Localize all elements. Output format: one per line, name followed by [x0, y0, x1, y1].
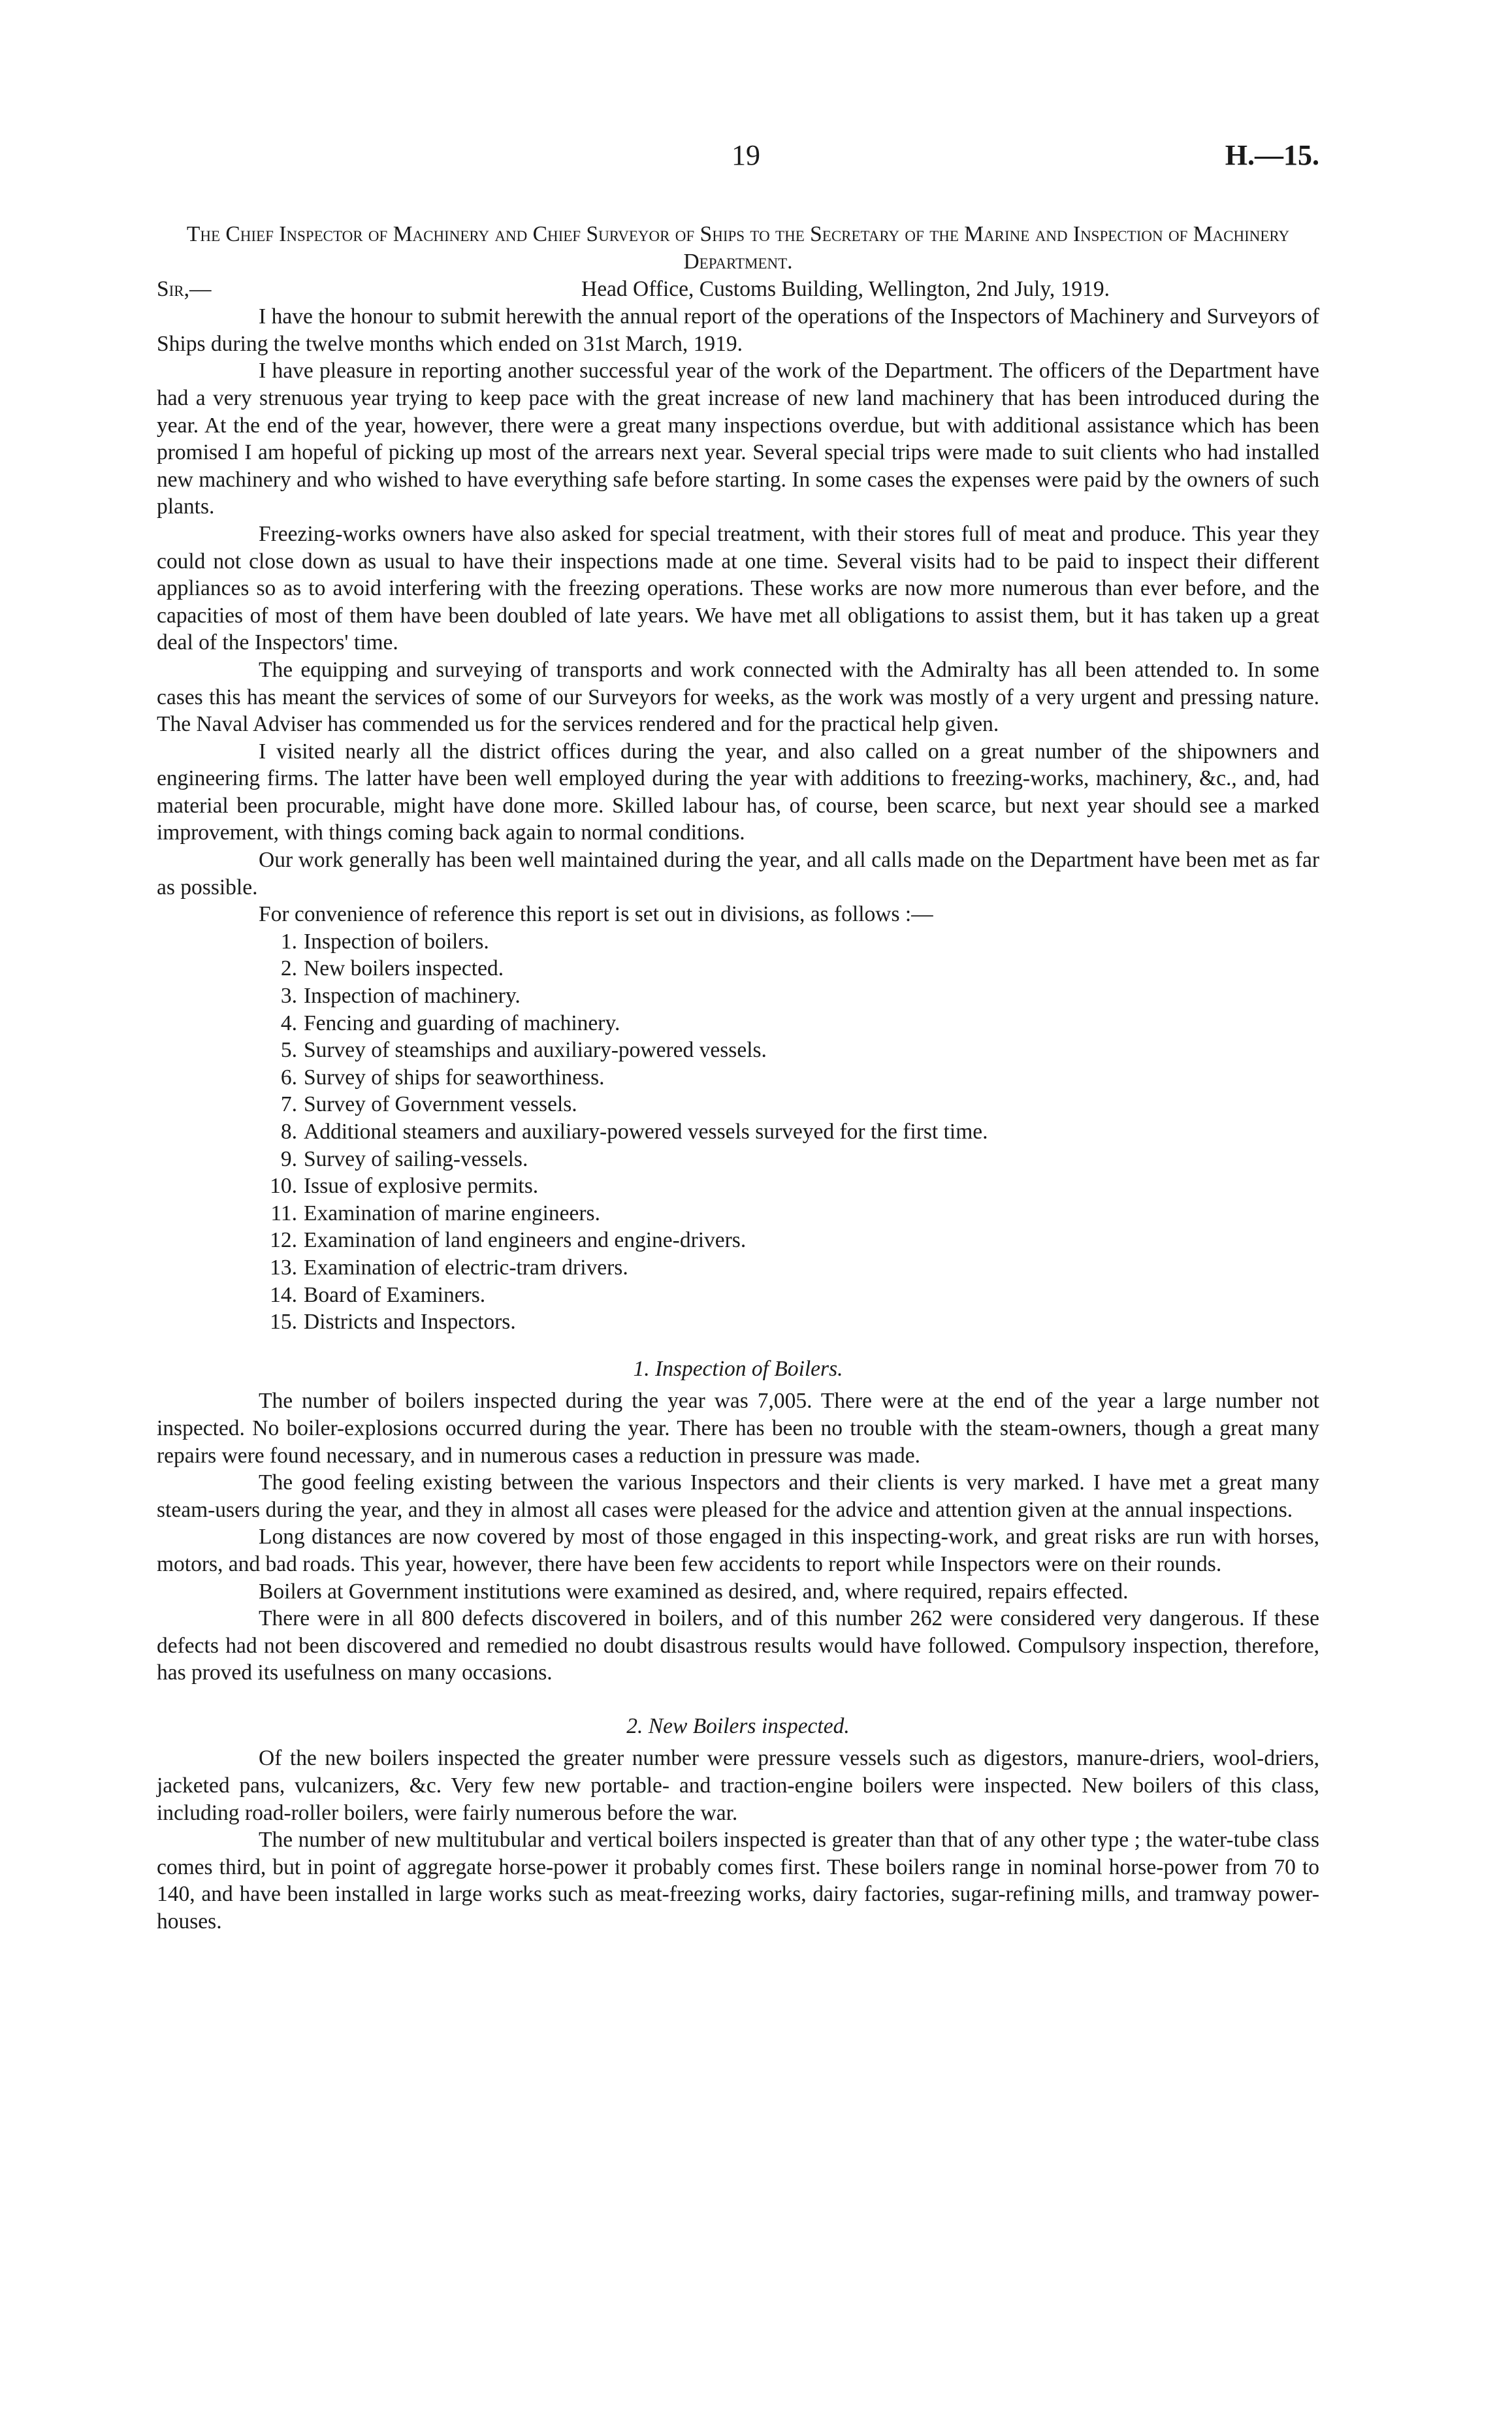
division-number: 9. [280, 1146, 297, 1171]
list-item [157, 1037, 1319, 1064]
section2-paragraph: The number of new multitubular and vertical boilers inspected is greater than that of any other type ; the water-tube class comes third, but in point of aggregate horse-power it probably comes first. These boilers range in nominal horse-power from 70 to 140, and have been installed in large works such as meat-freezing works, dairy factories, sugar-refining mills, and tramway power-houses. [157, 1828, 1319, 1934]
division-number: 12. [270, 1228, 297, 1253]
list-item [157, 1091, 1319, 1118]
intro-paragraph: I visited nearly all the district offices during the year, and also called on a great number of the shipowners and engineering firms. The latter have been well employed during the year with additions to freezing-works, machinery, &c., and, had material been procurable, might have done more. Skilled labour has, of course, been scarce, but next year should see a marked improvement, with things coming back again to normal conditions. [157, 739, 1319, 845]
section-heading-inspection-of-boilers: 1. Inspection of Boilers. [633, 1356, 843, 1381]
salutation-line [157, 276, 1319, 303]
division-text: Examination of land engineers and engine-drivers. [304, 1228, 747, 1253]
division-text: Fencing and guarding of machinery. [304, 1011, 620, 1035]
division-number: 11. [270, 1201, 297, 1225]
report-title: The Chief Inspector of Machinery and Chief Surveyor of Ships to the Secretary of the Marine and Inspection of Machinery Department. [186, 222, 1290, 274]
division-text: Examination of marine engineers. [304, 1201, 600, 1225]
list-item [157, 1308, 1319, 1336]
section1-paragraph: Long distances are now covered by most of those engaged in this inspecting-work, and great risks are run with horses, motors, and bad roads. This year, however, there have been few accidents to report while Inspectors were on their rounds. [157, 1525, 1319, 1576]
division-number: 4. [280, 1011, 297, 1035]
division-number: 6. [280, 1065, 297, 1090]
intro-paragraph: For convenience of reference this report is set out in divisions, as follows :— [259, 902, 933, 927]
list-item [157, 1010, 1319, 1037]
division-text: Examination of electric-tram drivers. [304, 1255, 628, 1280]
list-item [157, 955, 1319, 982]
section-heading-new-boilers-inspected: 2. New Boilers inspected. [626, 1713, 850, 1738]
division-number: 1. [280, 929, 297, 954]
division-number: 14. [270, 1282, 297, 1307]
intro-paragraph: I have the honour to submit herewith the annual report of the operations of the Inspectors of Machinery and Surveyors of Ships during the twelve months which ended on 31st March, 1919. [157, 304, 1319, 356]
list-item [157, 1200, 1319, 1227]
division-text: New boilers inspected. [304, 956, 504, 981]
division-text: Districts and Inspectors. [304, 1310, 516, 1335]
division-text: Survey of steamships and auxiliary-powered vessels. [304, 1038, 767, 1063]
division-number: 2. [280, 956, 297, 981]
section1-paragraph: Boilers at Government institutions were examined as desired, and, where required, repairs effected. [259, 1579, 1129, 1604]
intro-paragraph: I have pleasure in reporting another successful year of the work of the Department. The officers of the Department have had a very strenuous year trying to keep pace with the great increase of new land machinery that has been introduced during the year. At the end of the year, however, there were a great many inspections overdue, but with additional assistance which has been promised I am hopeful of picking up most of the arrears next year. Several special trips were made to suit clients who had installed new machinery and who wished to have everything safe before starting. In some cases the expenses were paid by the owners of such plants. [157, 359, 1319, 519]
salutation: Sir,— [157, 277, 212, 302]
list-item [157, 1064, 1319, 1092]
section1-paragraph: The number of boilers inspected during the year was 7,005. There were at the end of the year a large number not inspected. No boiler-explosions occurred during the year. There has been no trouble with the steam-owners, though a great many repairs were found necessary, and in numerous cases a reduction in pressure was made. [157, 1389, 1319, 1468]
address-date: Head Office, Customs Building, Wellington, 2nd July, 1919. [581, 277, 1110, 302]
division-number: 15. [270, 1310, 297, 1335]
division-text: Inspection of machinery. [304, 984, 521, 1009]
division-text: Survey of sailing-vessels. [304, 1146, 528, 1171]
division-number: 13. [270, 1255, 297, 1280]
section1-paragraph: The good feeling existing between the various Inspectors and their clients is very marked. I have met a great many steam-users during the year, and they in almost all cases were pleased for the advice and attention given at the annual inspections. [157, 1470, 1319, 1522]
section1-paragraph: There were in all 800 defects discovered in boilers, and of this number 262 were considered very dangerous. If these defects had not been discovered and remedied no doubt disastrous results would have followed. Compulsory inspection, therefore, has proved its usefulness on many occasions. [157, 1606, 1319, 1685]
division-number: 8. [280, 1120, 297, 1144]
division-text: Survey of Government vessels. [304, 1092, 577, 1117]
division-text: Inspection of boilers. [304, 929, 489, 954]
divisions-list [157, 928, 1319, 1336]
page-header [157, 138, 1319, 184]
division-number: 10. [270, 1174, 297, 1199]
division-number: 7. [280, 1092, 297, 1117]
section2-paragraph: Of the new boilers inspected the greater number were pressure vessels such as digestors, manure-driers, wool-driers, jacketed pans, vulcanizers, &c. Very few new portable- and traction-engine boilers were inspected. New boilers of this class, including road-roller boilers, were fairly numerous before the war. [157, 1746, 1319, 1825]
division-text: Survey of ships for seaworthiness. [304, 1065, 605, 1090]
division-text: Additional steamers and auxiliary-powered vessels surveyed for the first time. [304, 1120, 988, 1144]
list-item [157, 1227, 1319, 1254]
list-item [157, 928, 1319, 956]
report-body [157, 221, 1319, 1936]
list-item [157, 1118, 1319, 1146]
list-item [157, 1254, 1319, 1282]
list-item [157, 1173, 1319, 1200]
list-item [157, 1146, 1319, 1173]
page-number: 19 [732, 139, 760, 171]
list-item [157, 982, 1319, 1010]
document-reference: H.—15. [1225, 139, 1319, 171]
intro-paragraph: Our work generally has been well maintained during the year, and all calls made on the Department have been met as far as possible. [157, 848, 1319, 899]
division-number: 5. [280, 1038, 297, 1063]
division-text: Issue of explosive permits. [304, 1174, 539, 1199]
division-number: 3. [280, 984, 297, 1009]
division-text: Board of Examiners. [304, 1282, 486, 1307]
list-item [157, 1282, 1319, 1309]
intro-paragraph: The equipping and surveying of transports and work connected with the Admiralty has all been attended to. In some cases this has meant the services of some of our Surveyors for weeks, as the work was mostly of a very urgent and pressing nature. The Naval Adviser has commended us for the services rendered and for the practical help given. [157, 657, 1319, 737]
intro-paragraph: Freezing-works owners have also asked for special treatment, with their stores full of meat and produce. This year they could not close down as usual to have their inspections made at one time. Several visits had to be paid to inspect their different appliances so as to avoid interfering with the freezing operations. These works are now more numerous than ever before, and the capacities of most of them have been doubled of late years. We have met all obligations to assist them, but it has taken up a great deal of the Inspectors' time. [157, 521, 1319, 655]
